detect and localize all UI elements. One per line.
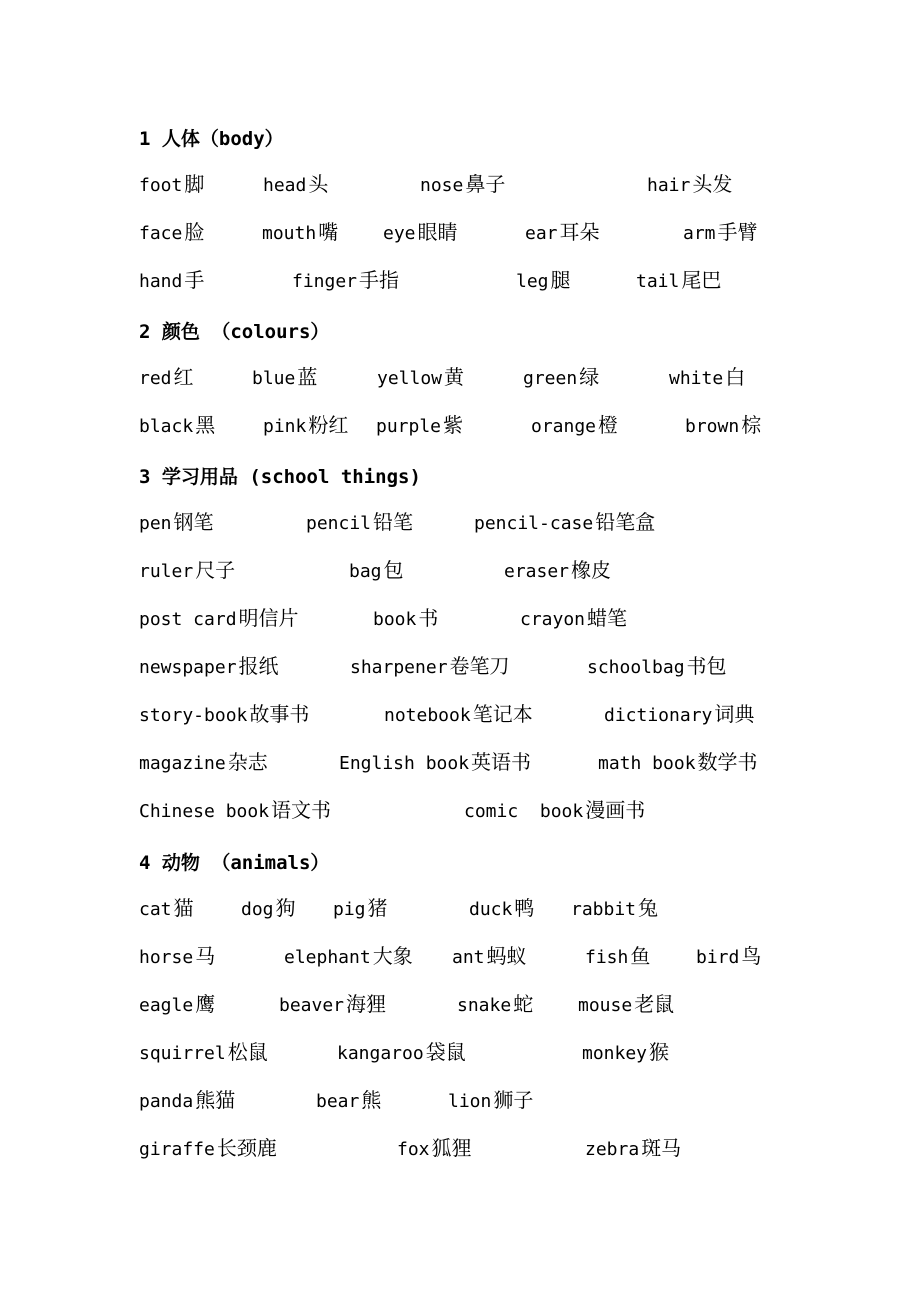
english-word: arm — [683, 223, 716, 244]
vocab-item — [523, 365, 599, 391]
english-word: giraffe — [139, 1139, 215, 1160]
vocab-item — [263, 172, 328, 198]
english-word: lion — [448, 1091, 492, 1112]
english-word: pencil — [306, 513, 372, 534]
english-word: snake — [457, 995, 512, 1016]
chinese-translation: 黑 — [195, 413, 216, 437]
english-word: cat — [139, 899, 172, 920]
english-word: head — [263, 175, 307, 196]
vocab-item — [139, 172, 204, 198]
chinese-translation: 耳朵 — [559, 220, 600, 244]
english-word: white — [669, 368, 724, 389]
english-word: eye — [383, 223, 416, 244]
english-word: crayon — [520, 609, 586, 630]
vocab-item — [683, 220, 758, 246]
english-word: pink — [263, 416, 307, 437]
chinese-translation: 鱼 — [630, 944, 651, 968]
chinese-translation: 长颈鹿 — [216, 1136, 277, 1160]
english-word: beaver — [279, 995, 345, 1016]
english-word: ant — [452, 947, 485, 968]
chinese-translation: 铅笔盒 — [595, 510, 656, 534]
vocab-item — [139, 413, 215, 439]
chinese-translation: 猪 — [367, 896, 388, 920]
vocab-item — [373, 606, 438, 632]
english-word: duck — [469, 899, 513, 920]
english-word: bear — [316, 1091, 360, 1112]
chinese-translation: 头发 — [692, 172, 733, 196]
vocab-item — [139, 702, 309, 728]
vocab-item — [420, 172, 505, 198]
section-heading: 1 人体（body） — [139, 128, 284, 150]
chinese-translation: 铅笔 — [373, 510, 414, 534]
english-word: blue — [252, 368, 296, 389]
vocab-item — [520, 606, 627, 632]
vocab-item — [279, 992, 386, 1018]
chinese-translation: 脸 — [184, 220, 205, 244]
vocab-item — [139, 606, 299, 632]
chinese-translation: 熊 — [361, 1088, 382, 1112]
vocab-item — [604, 702, 754, 728]
vocab-item — [263, 413, 348, 439]
vocab-item — [292, 268, 399, 294]
vocab-item — [139, 896, 194, 922]
vocab-item — [452, 944, 527, 970]
chinese-translation: 杂志 — [227, 750, 268, 774]
chinese-translation: 脚 — [184, 172, 205, 196]
chinese-translation: 鸭 — [514, 896, 535, 920]
chinese-translation: 词典 — [714, 702, 755, 726]
english-word: green — [523, 368, 578, 389]
english-word: sharpener — [350, 657, 448, 678]
vocab-item — [571, 896, 658, 922]
english-word: magazine — [139, 753, 226, 774]
english-word: bag — [349, 561, 382, 582]
english-word: hand — [139, 271, 183, 292]
english-word: math book — [598, 753, 696, 774]
chinese-translation: 老鼠 — [634, 992, 675, 1016]
chinese-translation: 棕 — [741, 413, 762, 437]
chinese-translation: 蛇 — [513, 992, 534, 1016]
vocab-item — [525, 220, 600, 246]
chinese-translation: 故事书 — [249, 702, 310, 726]
chinese-translation: 数学书 — [697, 750, 758, 774]
chinese-translation: 红 — [173, 365, 194, 389]
vocab-item — [252, 365, 317, 391]
vocab-item — [350, 654, 510, 680]
english-word: Chinese book — [139, 801, 270, 822]
english-word: book — [373, 609, 417, 630]
english-word: zebra — [585, 1139, 640, 1160]
vocab-item — [685, 413, 761, 439]
vocab-item — [139, 750, 268, 776]
english-word: yellow — [377, 368, 443, 389]
vocab-item — [531, 413, 618, 439]
chinese-translation: 马 — [195, 944, 216, 968]
vocab-item — [316, 1088, 381, 1114]
vocab-item — [139, 268, 204, 294]
english-word: finger — [292, 271, 358, 292]
english-word: purple — [376, 416, 442, 437]
chinese-translation: 兔 — [638, 896, 659, 920]
vocab-item — [448, 1088, 533, 1114]
chinese-translation: 大象 — [372, 944, 413, 968]
vocab-item — [139, 798, 331, 824]
vocab-item — [457, 992, 533, 1018]
vocab-item — [377, 365, 464, 391]
english-word: pencil-case — [474, 513, 594, 534]
english-word: bird — [696, 947, 740, 968]
vocab-item — [384, 702, 533, 728]
chinese-translation: 猫 — [173, 896, 194, 920]
vocab-item — [139, 654, 279, 680]
chinese-translation: 钢笔 — [173, 510, 214, 534]
english-word: schoolbag — [587, 657, 685, 678]
chinese-translation: 松鼠 — [227, 1040, 268, 1064]
vocab-item — [647, 172, 732, 198]
vocab-item — [585, 1136, 681, 1162]
chinese-translation: 粉红 — [308, 413, 349, 437]
chinese-translation: 熊猫 — [195, 1088, 236, 1112]
english-word: tail — [636, 271, 680, 292]
english-word: foot — [139, 175, 183, 196]
chinese-translation: 鹰 — [195, 992, 216, 1016]
vocab-item — [578, 992, 674, 1018]
chinese-translation: 蜡笔 — [587, 606, 628, 630]
vocab-item — [333, 896, 388, 922]
english-word: elephant — [284, 947, 371, 968]
chinese-translation: 报纸 — [238, 654, 279, 678]
english-word: notebook — [384, 705, 471, 726]
english-word: eraser — [504, 561, 570, 582]
chinese-translation: 英语书 — [471, 750, 532, 774]
chinese-translation: 海狸 — [346, 992, 387, 1016]
vocab-item — [139, 558, 235, 584]
chinese-translation: 手指 — [359, 268, 400, 292]
chinese-translation: 书 — [418, 606, 439, 630]
chinese-translation: 手臂 — [717, 220, 758, 244]
vocab-item — [598, 750, 758, 776]
chinese-translation: 狮子 — [493, 1088, 534, 1112]
english-word: fish — [585, 947, 629, 968]
chinese-translation: 绿 — [579, 365, 600, 389]
english-word: brown — [685, 416, 740, 437]
chinese-translation: 尾巴 — [681, 268, 722, 292]
vocab-item — [587, 654, 727, 680]
chinese-translation: 袋鼠 — [425, 1040, 466, 1064]
english-word: rabbit — [571, 899, 637, 920]
english-word: story-book — [139, 705, 248, 726]
english-word: black — [139, 416, 194, 437]
vocab-item — [139, 1136, 277, 1162]
chinese-translation: 紫 — [443, 413, 464, 437]
vocab-item — [284, 944, 413, 970]
chinese-translation: 腿 — [550, 268, 571, 292]
vocab-item — [464, 798, 645, 824]
chinese-translation: 尺子 — [195, 558, 236, 582]
vocab-item — [469, 896, 534, 922]
english-word: face — [139, 223, 183, 244]
english-word: kangaroo — [337, 1043, 424, 1064]
chinese-translation: 斑马 — [641, 1136, 682, 1160]
chinese-translation: 橙 — [598, 413, 619, 437]
chinese-translation: 蚂蚁 — [486, 944, 527, 968]
vocab-item — [504, 558, 611, 584]
chinese-translation: 嘴 — [318, 220, 339, 244]
chinese-translation: 鸟 — [741, 944, 762, 968]
section-heading: 2 颜色 （colours） — [139, 321, 330, 343]
vocab-item — [349, 558, 404, 584]
english-word: fox — [397, 1139, 430, 1160]
vocab-item — [669, 365, 745, 391]
english-word: comic book — [464, 801, 584, 822]
vocab-item — [397, 1136, 472, 1162]
chinese-translation: 卷笔刀 — [449, 654, 510, 678]
vocab-item — [383, 220, 458, 246]
chinese-translation: 橡皮 — [571, 558, 612, 582]
english-word: dictionary — [604, 705, 713, 726]
vocab-item — [241, 896, 296, 922]
vocab-item — [139, 510, 214, 536]
english-word: post card — [139, 609, 237, 630]
chinese-translation: 包 — [383, 558, 404, 582]
vocab-item — [585, 944, 650, 970]
vocab-item — [139, 1040, 268, 1066]
chinese-translation: 狐狸 — [431, 1136, 472, 1160]
chinese-translation: 语文书 — [271, 798, 332, 822]
vocab-item — [636, 268, 721, 294]
vocab-item — [139, 1088, 235, 1114]
vocab-item — [139, 365, 194, 391]
vocab-item — [376, 413, 463, 439]
vocab-item — [339, 750, 531, 776]
vocab-item — [306, 510, 413, 536]
english-word: ruler — [139, 561, 194, 582]
chinese-translation: 鼻子 — [465, 172, 506, 196]
chinese-translation: 明信片 — [238, 606, 299, 630]
english-word: English book — [339, 753, 470, 774]
chinese-translation: 书包 — [686, 654, 727, 678]
vocab-item — [139, 944, 215, 970]
vocab-item — [139, 992, 215, 1018]
chinese-translation: 漫画书 — [585, 798, 646, 822]
english-word: orange — [531, 416, 597, 437]
vocab-item — [262, 220, 338, 246]
chinese-translation: 手 — [184, 268, 205, 292]
vocab-item — [582, 1040, 669, 1066]
english-word: pig — [333, 899, 366, 920]
section-heading: 3 学习用品 (school things) — [139, 466, 421, 488]
english-word: panda — [139, 1091, 194, 1112]
english-word: monkey — [582, 1043, 648, 1064]
english-word: red — [139, 368, 172, 389]
vocab-item — [337, 1040, 466, 1066]
english-word: eagle — [139, 995, 194, 1016]
chinese-translation: 黄 — [444, 365, 465, 389]
chinese-translation: 蓝 — [297, 365, 318, 389]
english-word: hair — [647, 175, 691, 196]
english-word: leg — [516, 271, 549, 292]
section-heading: 4 动物 （animals） — [139, 852, 330, 874]
chinese-translation: 头 — [308, 172, 329, 196]
english-word: ear — [525, 223, 558, 244]
english-word: pen — [139, 513, 172, 534]
chinese-translation: 白 — [725, 365, 746, 389]
english-word: nose — [420, 175, 464, 196]
vocab-item — [516, 268, 571, 294]
chinese-translation: 笔记本 — [472, 702, 533, 726]
vocab-item — [696, 944, 761, 970]
chinese-translation: 猴 — [649, 1040, 670, 1064]
english-word: newspaper — [139, 657, 237, 678]
english-word: squirrel — [139, 1043, 226, 1064]
english-word: mouse — [578, 995, 633, 1016]
english-word: horse — [139, 947, 194, 968]
chinese-translation: 狗 — [275, 896, 296, 920]
vocab-item — [474, 510, 655, 536]
english-word: dog — [241, 899, 274, 920]
vocab-item — [139, 220, 204, 246]
chinese-translation: 眼睛 — [417, 220, 458, 244]
english-word: mouth — [262, 223, 317, 244]
